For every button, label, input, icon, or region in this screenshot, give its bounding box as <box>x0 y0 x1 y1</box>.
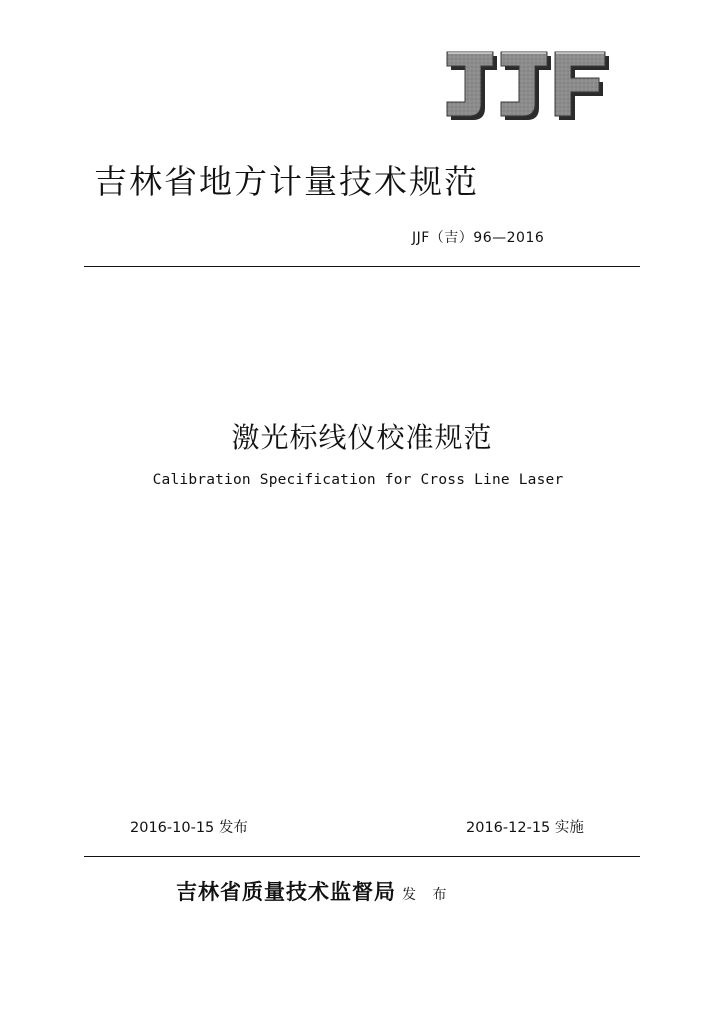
jjf-logo <box>443 50 611 122</box>
logo-letter-j2 <box>501 52 547 116</box>
jjf-logo-graphic <box>443 50 611 122</box>
document-number: JJF（吉）96—2016 <box>412 230 545 246</box>
document-category: 吉林省地方计量技术规范 <box>94 162 479 201</box>
issuer-suffix: 发 布 <box>402 887 453 903</box>
top-divider <box>84 266 640 267</box>
title-chinese: 激光标线仪校准规范 <box>231 421 493 454</box>
issuer-line <box>176 876 452 906</box>
bottom-divider <box>84 856 640 857</box>
issue-date: 2016-10-15 发布 <box>130 820 248 836</box>
title-english: Calibration Specification for Cross Line Laser <box>152 472 564 488</box>
effective-date: 2016-12-15 实施 <box>466 820 584 836</box>
logo-letter-f <box>555 52 605 116</box>
issuer-name: 吉林省质量技术监督局 <box>176 879 396 904</box>
logo-letter-j1 <box>447 52 493 116</box>
